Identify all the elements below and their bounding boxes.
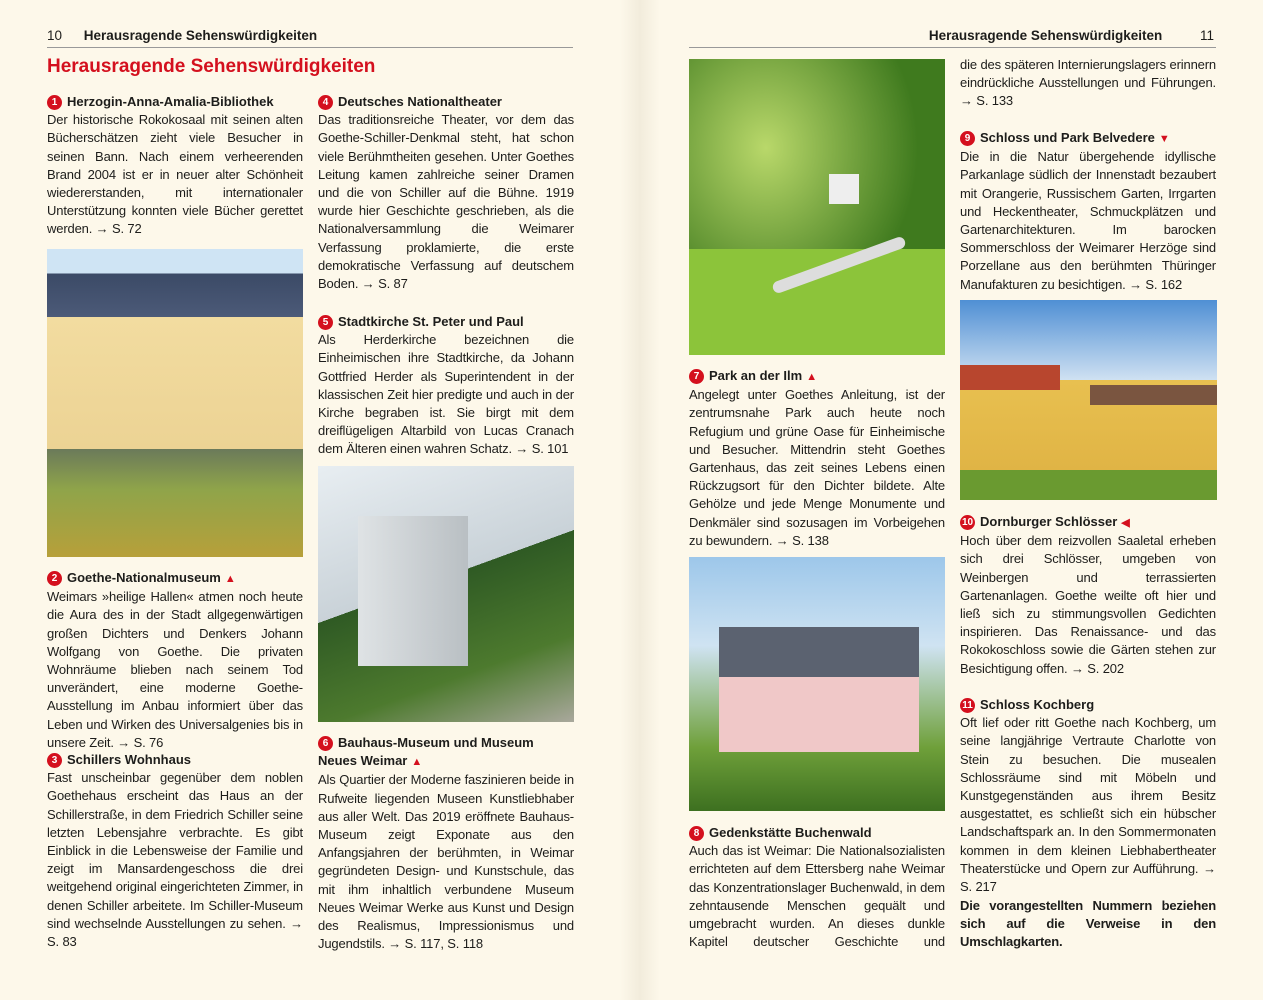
map-triangle-left-icon: ◀ [1121,517,1130,529]
map-triangle-icon: ▲ [411,756,423,769]
entry-8 [689,824,945,951]
running-header-right [689,28,1216,48]
entry-title: Gedenkstätte Buchenwald [709,825,872,840]
entry-title: Park an der Ilm [709,368,803,383]
map-triangle-down-icon: ▼ [1158,133,1170,145]
number-marker: 2 [47,571,62,586]
entry-title: Deutsches Nationaltheater [338,94,502,109]
entry-text: Als Quartier der Moderne faszinieren beide in Rufweite liegenden Museen Kunstliebhaber aus aller Welt. Das 2019 eröffnete Bauhaus-Museum zeigt Exponate aus den Anfangsjahren der berühmten, in Weimar gegründeten Design- und Kunstschule, das mit ihm inhaltlich verbundene Museum Neues Weimar Werke aus Kunst und Design des Realismus, Impressionismus und Jugendstils. → S. 117, S. 118 [318,772,574,952]
entry-text: Fast unscheinbar gegenüber dem noblen Goethehaus erscheint das Haus an der Schillerstraße, in dem Friedrich Schiller seine letzten Lebensjahre verbrachte. Es gibt Einblick in die Lebensweise der Familie und zeigt im Mansardengeschoss die drei weitgehend original eingerichteten Zimmer, in denen Schiller arbeitete. Im Schiller-Museum sind wechselnde Ausstellungen zu sehen. → S. 83 [47,770,303,950]
number-marker: 9 [960,131,975,146]
entry-text: Als Herderkirche bezeichnen die Einheimischen ihre Stadtkirche, da Johann Gottfried Herder als Superintendent in der klassischen Zeit hier predigte und auch in der Kirche begraben ist. Sie birgt mit dem dreiflügeligen Altarbild von Lucas Cranach dem Älteren einen wahren Schatz. → S. 101 [318,332,574,457]
running-header-left [47,28,573,48]
entry-5 [318,313,574,459]
entry-text: Hoch über dem reizvollen Saaletal erheben sich drei Schlösser, umgeben von Weinbergen und terrassierten Gartenanlagen. Goethe weilte oft hier und ließ sich zu stimmungsvollen Gedichten inspirieren. Das Renaissance- und das Rokokoschloss sowie die Gärten stehen zur Besichtigung offen. → S. 202 [960,533,1216,676]
number-marker: 7 [689,369,704,384]
entry-1 [47,93,303,239]
number-marker: 10 [961,517,974,528]
photo-buchenwald-rokokoschloss [689,557,945,811]
entry-text: Oft lief oder ritt Goethe nach Kochberg, um seine langjährige Vertraute Charlotte von Stein zu besuchen. Die musealen Schlossräume sind mit Möbeln und Kunstgegenständen aus ihrem Besitz ausgestattet, es schließt sich ein hübscher Landschaftspark an. In den Sommermonaten kommen in dem kleinen Liebhabertheater Theaterstücke und Opern zur Aufführung. → S. 217 [960,715,1216,895]
running-title: Herausragende Sehenswürdigkeiten [928,28,1163,43]
number-marker: 5 [318,315,333,330]
entry-2 [47,569,303,752]
entry-6 [318,734,574,953]
gutter [620,0,660,1000]
entry-10 [960,513,1216,678]
number-marker: 6 [318,736,333,751]
photo-bauhaus-museum [318,466,574,722]
map-triangle-icon: ▲ [224,573,236,585]
number-marker: 11 [960,698,975,713]
entry-title: Dornburger Schlösser [980,514,1118,529]
page-title: Herausragende Sehenswürdigkeiten [47,56,376,77]
entry-title: Herzogin-Anna-Amalia-Bibliothek [67,94,274,109]
entry-8-continuation [960,56,1216,111]
entry-title: Bauhaus-Museum und Museum Neues Weimar [318,735,534,769]
entry-9 [960,129,1216,294]
entry-title: Schillers Wohnhaus [67,752,192,767]
entry-title: Stadtkirche St. Peter und Paul [338,314,524,329]
number-marker: 4 [318,95,333,110]
photo-park-an-der-ilm [689,59,945,355]
entry-11 [960,696,1216,896]
numbering-note [960,897,1216,952]
entry-title: Goethe-Nationalmuseum [67,570,221,585]
entry-7 [689,367,945,550]
entry-4 [318,93,574,293]
entry-text: Weimars »heilige Hallen« atmen noch heute die Aura des in der Stadt allgegenwärtigen großen Dichters und Denkers Johann Wolfgang von Goethe. Die privaten Wohnräume blieben nach seinem Tod unverändert, eine moderne Goethe-Ausstellung im Anbau informiert über das Leben und Wirken des Universalgenies bis in unsere Zeit. → S. 76 [47,589,303,750]
running-title: Herausragende Sehenswürdigkeiten [83,28,318,43]
entry-text: Der historische Rokokosaal mit seinen alten Bücherschätzen zieht viele Besucher in seinen Bann. Nach einem verheerenden Brand 2004 ist er in neuer alter Schönheit wiedererstanden, mit internationaler Unterstützung konnten viele Bücher gerettet werden. → S. 72 [47,112,303,237]
map-triangle-icon: ▲ [806,371,818,383]
number-marker: 8 [689,826,704,841]
entry-text: Das traditionsreiche Theater, vor dem das Goethe-Schiller-Denkmal steht, hat schon viele Berühmtheiten gesehen. Unter Goethes Leitung kamen zahlreiche seiner Dramen und die von Schiller auf die Bühne. 1919 wurde hier Geschichte geschrieben, als die Nationalversammlung die Weimarer Verfassung proklamierte, die erste demokratische Verfassung auf deutschem Boden. → S. 87 [318,112,574,292]
page-number: 10 [47,28,63,43]
photo-belvedere [960,300,1217,500]
entry-text: Angelegt unter Goethes Anleitung, ist der zentrumsnahe Park auch heute noch Refugium und grüne Oase für Einheimische und Besucher. Mittendrin steht Goethes Gartenhaus, das zeit seines Lebens einen Rückzugsort für den Dichter bildete. Alte Gehölze und jede Menge Monumente und Denkmäler sind sozusagen im Vorbeigehen zu bewundern. → S. 138 [689,387,945,548]
entry-text: Die in die Natur übergehende idyllische Parkanlage südlich der Innenstadt bezaubert mit Orangerie, Russischem Garten, Irrgarten und Heckentheater, Schmuckplätzen und Gartenarchitekturen. Im barocken Sommerschloss der Weimarer Herzöge sind Porzellane aus den berühmten Thüringer Manufakturen zu besichtigen. → S. 162 [960,149,1216,292]
entry-text: die des späteren Internierungslagers erinnern eindrückliche Ausstellungen und Führungen. → S. 133 [960,57,1216,109]
note-text: Die vorangestellten Nummern beziehen sich auf die Verweise in den Umschlagkarten. [960,898,1216,950]
entry-text: Auch das ist Weimar: Die Nationalsozialisten errichteten auf dem Ettersberg nahe Weimar das Konzentrationslager Buchenwald, in dem zehntausende Menschen gequält und umgebracht wurden. An dieses dunkle Kapitel deutscher Geschichte und [689,843,945,950]
entry-3 [47,751,303,951]
number-marker: 3 [47,753,62,768]
photo-anna-amalia-library [47,249,303,557]
page-number: 11 [1199,28,1214,43]
entry-title: Schloss Kochberg [980,697,1095,712]
entry-title: Schloss und Park Belvedere [980,130,1155,145]
number-marker: 1 [47,95,62,110]
